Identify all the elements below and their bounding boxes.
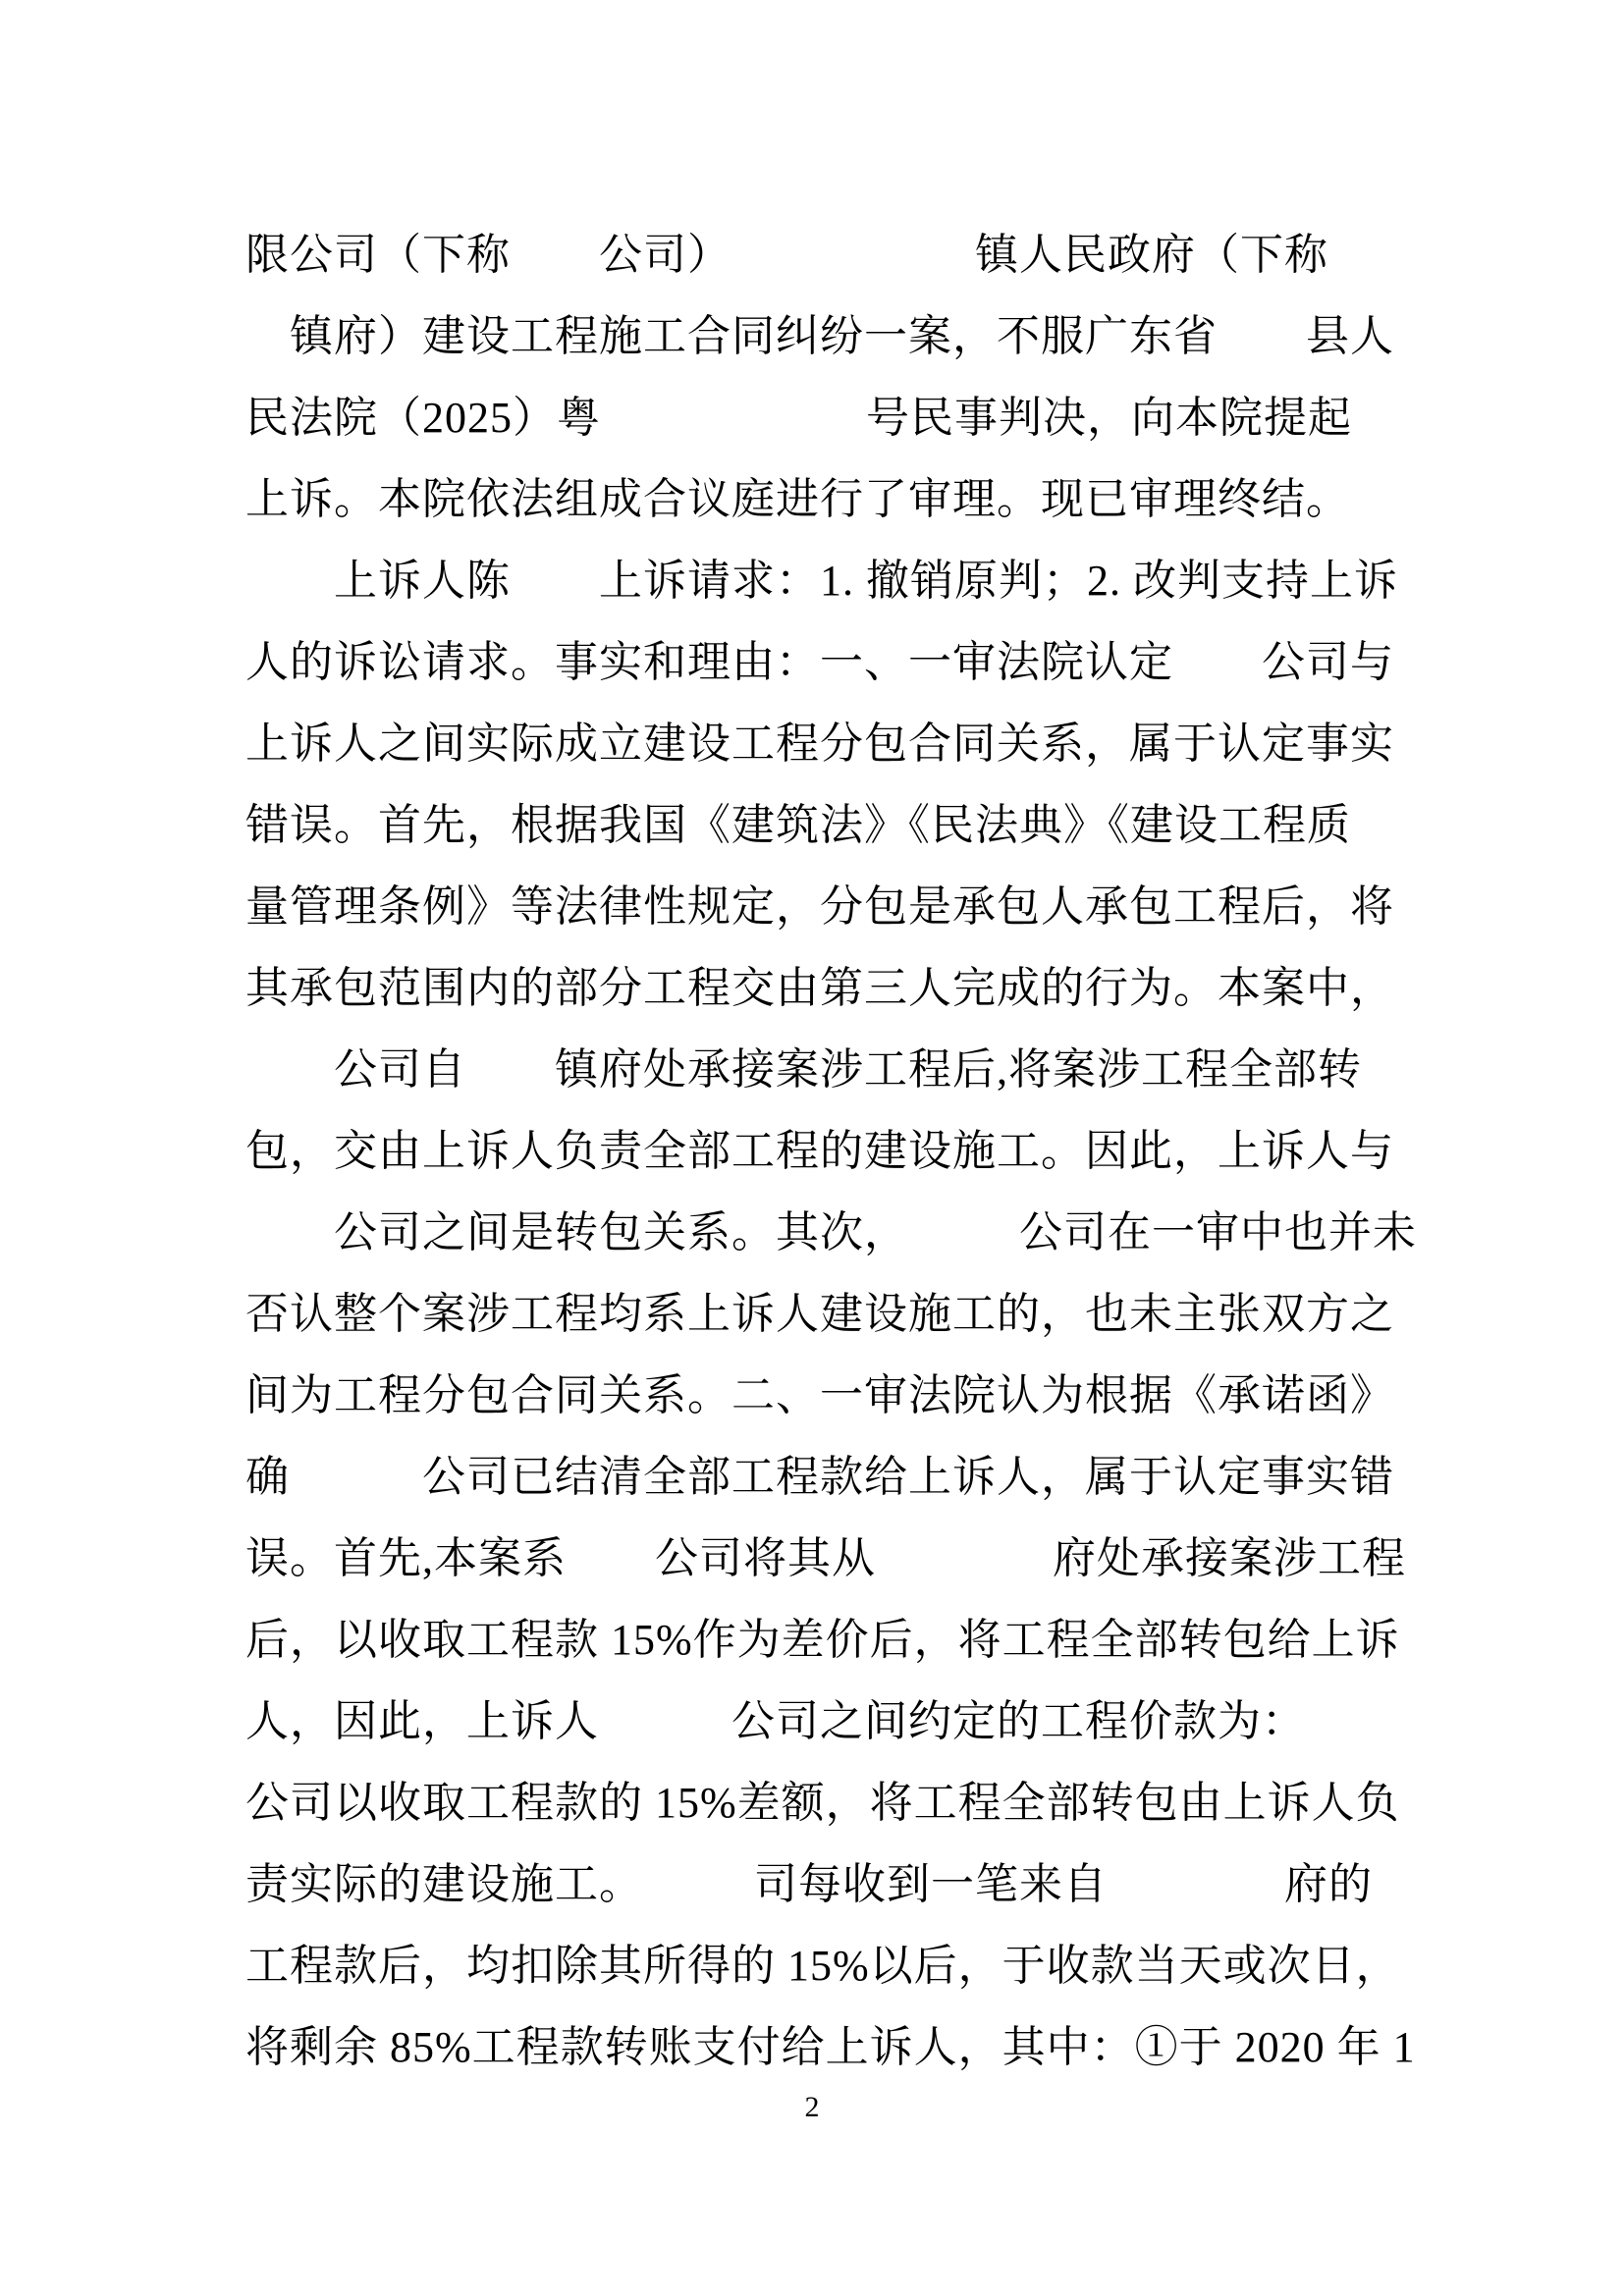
text-line: 公司自 镇府处承接案涉工程后,将案涉工程全部转 [245, 1045, 1362, 1094]
text-line: 公司以收取工程款的 15%差额，将工程全部转包由上诉人负 [245, 1779, 1400, 1827]
text-line: 上诉。本院依法组成合议庭进行了审理。现已审理终结。 [245, 475, 1350, 523]
text-line: 人，因此，上诉人 公司之间约定的工程价款为： [245, 1697, 1306, 1745]
text-line: 公司之间是转包关系。其次， 公司在一审中也并未 [245, 1208, 1417, 1256]
page-number: 2 [804, 2091, 820, 2123]
text-line: 确 公司已结清全部工程款给上诉人，属于认定事实错 [245, 1453, 1394, 1501]
text-line: 人的诉讼请求。事实和理由：一、一审法院认定 公司与 [245, 638, 1394, 686]
text-line: 上诉人之间实际成立建设工程分包合同关系，属于认定事实 [245, 720, 1394, 768]
text-line: 民法院（2025）粤 号民事判决，向本院提起 [245, 394, 1352, 442]
text-line: 将剩余 85%工程款转账支付给上诉人，其中：①于 2020 年 1 [245, 2023, 1416, 2071]
text-line: 包，交由上诉人负责全部工程的建设施工。因此，上诉人与 [245, 1127, 1394, 1175]
text-line: 否认整个案涉工程均系上诉人建设施工的，也未主张双方之 [245, 1290, 1394, 1338]
text-line: 后，以收取工程款 15%作为差价后，将工程全部转包给上诉 [245, 1616, 1400, 1664]
text-line: 镇府）建设工程施工合同纠纷一案，不服广东省 县人 [245, 312, 1394, 360]
text-line: 上诉人陈 上诉请求：1. 撤销原判；2. 改判支持上诉 [245, 557, 1398, 605]
text-line: 间为工程分包合同关系。二、一审法院认为根据《承诺函》 [245, 1371, 1394, 1419]
page-footer [0, 2091, 1624, 2124]
text-line: 工程款后，均扣除其所得的 15%以后，于收款当天或次日， [245, 1942, 1400, 1990]
text-line: 责实际的建设施工。 司每收到一笔来自 府的 [245, 1860, 1373, 1908]
text-line: 其承包范围内的部分工程交由第三人完成的行为。本案中， [245, 964, 1394, 1012]
text-line: 量管理条例》等法律性规定，分包是承包人承包工程后，将 [245, 882, 1394, 931]
document-body [245, 214, 1417, 2088]
text-line: 误。首先,本案系 公司将其从 府处承接案涉工程 [245, 1534, 1406, 1582]
text-line: 错误。首先，根据我国《建筑法》《民法典》《建设工程质 [245, 801, 1351, 849]
text-line: 限公司（下称 公司） 镇人民政府（下称 [245, 231, 1328, 279]
